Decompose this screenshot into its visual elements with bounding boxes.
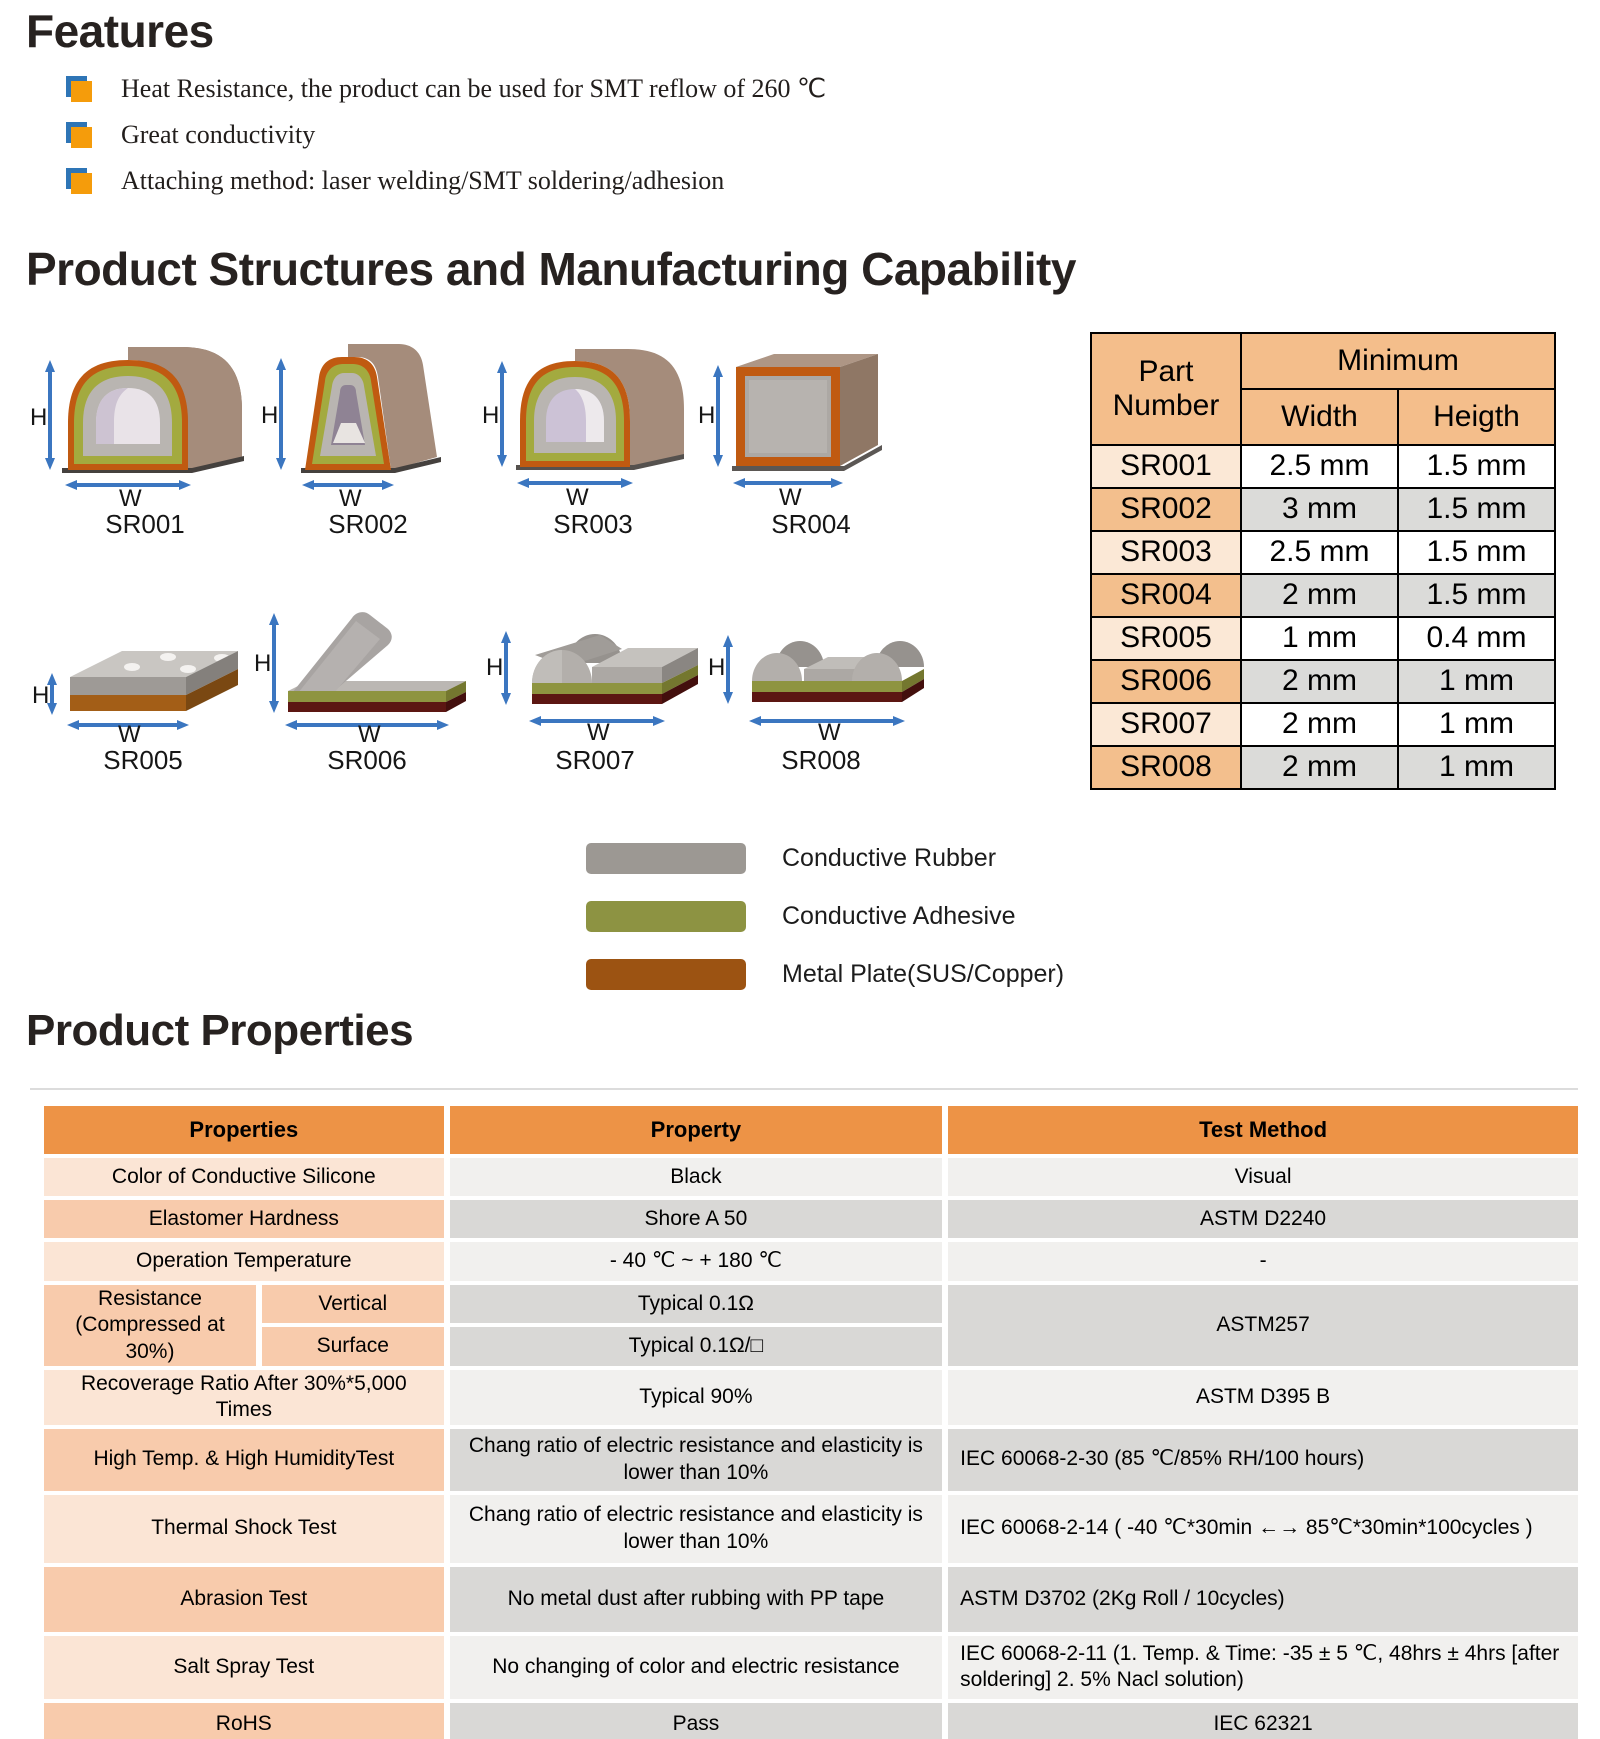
svg-text:H: H: [486, 654, 504, 681]
test-method: -: [948, 1242, 1578, 1281]
structures-heading: Product Structures and Manufacturing Capability: [26, 243, 1076, 295]
sr008-structure-image: [706, 585, 936, 743]
property-value: Typical 90%: [450, 1370, 943, 1425]
product-properties-table: [38, 1102, 1584, 1739]
feature-text: Great conductivity: [121, 120, 316, 149]
width-cell: 3 mm: [1241, 488, 1398, 531]
conductive-adhesive-swatch: [586, 901, 746, 932]
minimum-header: Minimum: [1241, 333, 1555, 389]
svg-text:H: H: [261, 402, 279, 429]
property-name: High Temp. & High HumidityTest: [44, 1429, 444, 1491]
table-row: [44, 1285, 1578, 1323]
properties-column-header: Properties: [44, 1106, 444, 1154]
svg-text:W: W: [339, 485, 362, 507]
property-value: Chang ratio of electric resistance and elasticity is lower than 10%: [450, 1429, 943, 1491]
sr003-structure-image: [478, 335, 708, 507]
table-row: [44, 1495, 1578, 1563]
property-value: Black: [450, 1158, 943, 1196]
svg-text:W: W: [818, 719, 841, 743]
table-row: [1091, 746, 1555, 789]
sr005-structure-image: [28, 585, 258, 743]
part-cell: SR002: [1091, 488, 1241, 531]
property-value: Typical 0.1Ω: [450, 1285, 943, 1323]
part-cell: SR006: [1091, 660, 1241, 703]
property-value: No metal dust after rubbing with PP tape: [450, 1567, 943, 1632]
test-method: IEC 60068-2-11 (1. Temp. & Time: -35 ± 5 ℃, 48hrs ± 4hrs [after soldering] 2. 5% Nacl solution): [948, 1636, 1578, 1699]
height-header: Heigth: [1398, 389, 1555, 445]
property-value: Chang ratio of electric resistance and elasticity is lower than 10%: [450, 1495, 943, 1563]
product-cell-sr005: [28, 585, 258, 776]
test-method: ASTM D395 B: [948, 1370, 1578, 1425]
svg-text:H: H: [254, 650, 272, 677]
features-heading: Features: [26, 5, 214, 57]
svg-text:H: H: [708, 654, 726, 681]
property-name: Thermal Shock Test: [44, 1495, 444, 1563]
property-name: Elastomer Hardness: [44, 1200, 444, 1238]
property-value: - 40 ℃ ~ + 180 ℃: [450, 1242, 943, 1281]
legend-item-conductive-adhesive: [586, 901, 1015, 932]
feature-item: [66, 72, 826, 106]
width-cell: 2 mm: [1241, 703, 1398, 746]
bullet-square-icon: [66, 76, 93, 103]
product-cell-sr001: [30, 335, 260, 540]
product-label: SR007: [555, 745, 635, 775]
sr006-structure-image: [252, 585, 482, 743]
height-cell: 1.5 mm: [1398, 445, 1555, 488]
property-value: No changing of color and electric resistance: [450, 1636, 943, 1699]
feature-item: [66, 118, 315, 152]
legend-label: Conductive Rubber: [782, 844, 997, 872]
property-name: Abrasion Test: [44, 1567, 444, 1632]
height-cell: 1.5 mm: [1398, 531, 1555, 574]
part-cell: SR007: [1091, 703, 1241, 746]
product-label: SR008: [781, 745, 861, 775]
product-cell-sr003: [478, 335, 708, 540]
test-method: IEC 60068-2-14 ( -40 ℃*30min ←→ 85℃*30min*100cycles ): [948, 1495, 1578, 1563]
svg-text:W: W: [566, 484, 589, 507]
test-method: IEC 62321: [948, 1703, 1578, 1739]
svg-text:W: W: [118, 721, 141, 743]
property-column-header: Property: [450, 1106, 943, 1154]
product-label: SR005: [103, 745, 183, 775]
legend-label: Metal Plate(SUS/Copper): [782, 960, 1065, 988]
table-row: [44, 1636, 1578, 1699]
height-cell: 1.5 mm: [1398, 574, 1555, 617]
test-method: IEC 60068-2-30 (85 ℃/85% RH/100 hours): [948, 1429, 1578, 1491]
table-row: [1091, 574, 1555, 617]
width-cell: 1 mm: [1241, 617, 1398, 660]
sr007-structure-image: [480, 585, 710, 743]
test-method-column-header: Test Method: [948, 1106, 1578, 1154]
property-value: Typical 0.1Ω/□: [450, 1327, 943, 1366]
svg-text:H: H: [32, 682, 50, 709]
part-number-header: Part Number: [1091, 333, 1241, 445]
height-cell: 1.5 mm: [1398, 488, 1555, 531]
table-row: [1091, 531, 1555, 574]
width-cell: 2 mm: [1241, 660, 1398, 703]
property-subname: Vertical: [262, 1285, 444, 1323]
test-method: ASTM257: [948, 1285, 1578, 1366]
product-cell-sr008: [706, 585, 936, 776]
table-row: [1091, 445, 1555, 488]
property-name: Salt Spray Test: [44, 1636, 444, 1699]
property-name: Color of Conductive Silicone: [44, 1158, 444, 1196]
property-subname: Surface: [262, 1327, 444, 1366]
svg-text:W: W: [587, 719, 610, 743]
feature-text: Heat Resistance, the product can be used for SMT reflow of 260 ℃: [121, 74, 827, 103]
table-row: [44, 1370, 1578, 1425]
bullet-square-icon: [66, 168, 93, 195]
table-row: [44, 1703, 1578, 1739]
legend-item-conductive-rubber: [586, 843, 996, 874]
table-row: [44, 1567, 1578, 1632]
legend-item-metal-plate: [586, 959, 1064, 990]
bullet-square-icon: [66, 122, 93, 149]
legend-label: Conductive Adhesive: [782, 902, 1016, 930]
property-value: Pass: [450, 1703, 943, 1739]
property-name: RoHS: [44, 1703, 444, 1739]
conductive-rubber-swatch: [586, 843, 746, 874]
product-label: SR002: [328, 509, 408, 539]
product-label: SR004: [771, 509, 851, 539]
width-cell: 2 mm: [1241, 574, 1398, 617]
feature-text: Attaching method: laser welding/SMT soldering/adhesion: [121, 166, 725, 195]
table-row: [1091, 617, 1555, 660]
sr004-structure-image: [696, 335, 926, 507]
test-method: ASTM D2240: [948, 1200, 1578, 1238]
section-divider: [30, 1088, 1578, 1090]
product-label: SR001: [105, 509, 185, 539]
test-method: ASTM D3702 (2Kg Roll / 10cycles): [948, 1567, 1578, 1632]
part-cell: SR008: [1091, 746, 1241, 789]
part-cell: SR005: [1091, 617, 1241, 660]
table-header-row: [44, 1106, 1578, 1154]
svg-text:W: W: [119, 485, 142, 507]
height-cell: 1 mm: [1398, 746, 1555, 789]
svg-text:H: H: [482, 402, 500, 429]
sr002-structure-image: [253, 335, 483, 507]
product-label: SR006: [327, 745, 407, 775]
svg-text:H: H: [698, 402, 716, 429]
width-header: Width: [1241, 389, 1398, 445]
height-cell: 1 mm: [1398, 660, 1555, 703]
svg-text:W: W: [358, 721, 381, 743]
width-cell: 2 mm: [1241, 746, 1398, 789]
part-minimum-table: [1090, 332, 1556, 790]
test-method: Visual: [948, 1158, 1578, 1196]
table-row: [1091, 488, 1555, 531]
table-row: [44, 1200, 1578, 1238]
product-cell-sr006: [252, 585, 482, 776]
table-row: [44, 1242, 1578, 1281]
part-cell: SR001: [1091, 445, 1241, 488]
height-cell: 1 mm: [1398, 703, 1555, 746]
product-cell-sr004: [696, 335, 926, 540]
feature-item: [66, 164, 724, 198]
product-cell-sr002: [253, 335, 483, 540]
svg-text:H: H: [30, 404, 48, 431]
table-row: [1091, 703, 1555, 746]
table-row: [44, 1429, 1578, 1491]
width-cell: 2.5 mm: [1241, 445, 1398, 488]
table-row: [44, 1158, 1578, 1196]
property-value: Shore A 50: [450, 1200, 943, 1238]
height-cell: 0.4 mm: [1398, 617, 1555, 660]
product-label: SR003: [553, 509, 633, 539]
sr001-structure-image: [30, 335, 260, 507]
product-cell-sr007: [480, 585, 710, 776]
part-cell: SR004: [1091, 574, 1241, 617]
table-row: [1091, 660, 1555, 703]
property-name: Recoverage Ratio After 30%*5,000 Times: [44, 1370, 444, 1425]
properties-heading: Product Properties: [26, 1006, 414, 1055]
svg-text:W: W: [779, 484, 802, 507]
property-name: Resistance (Compressed at 30%): [44, 1285, 256, 1366]
part-cell: SR003: [1091, 531, 1241, 574]
metal-plate-swatch: [586, 959, 746, 990]
property-name: Operation Temperature: [44, 1242, 444, 1281]
width-cell: 2.5 mm: [1241, 531, 1398, 574]
